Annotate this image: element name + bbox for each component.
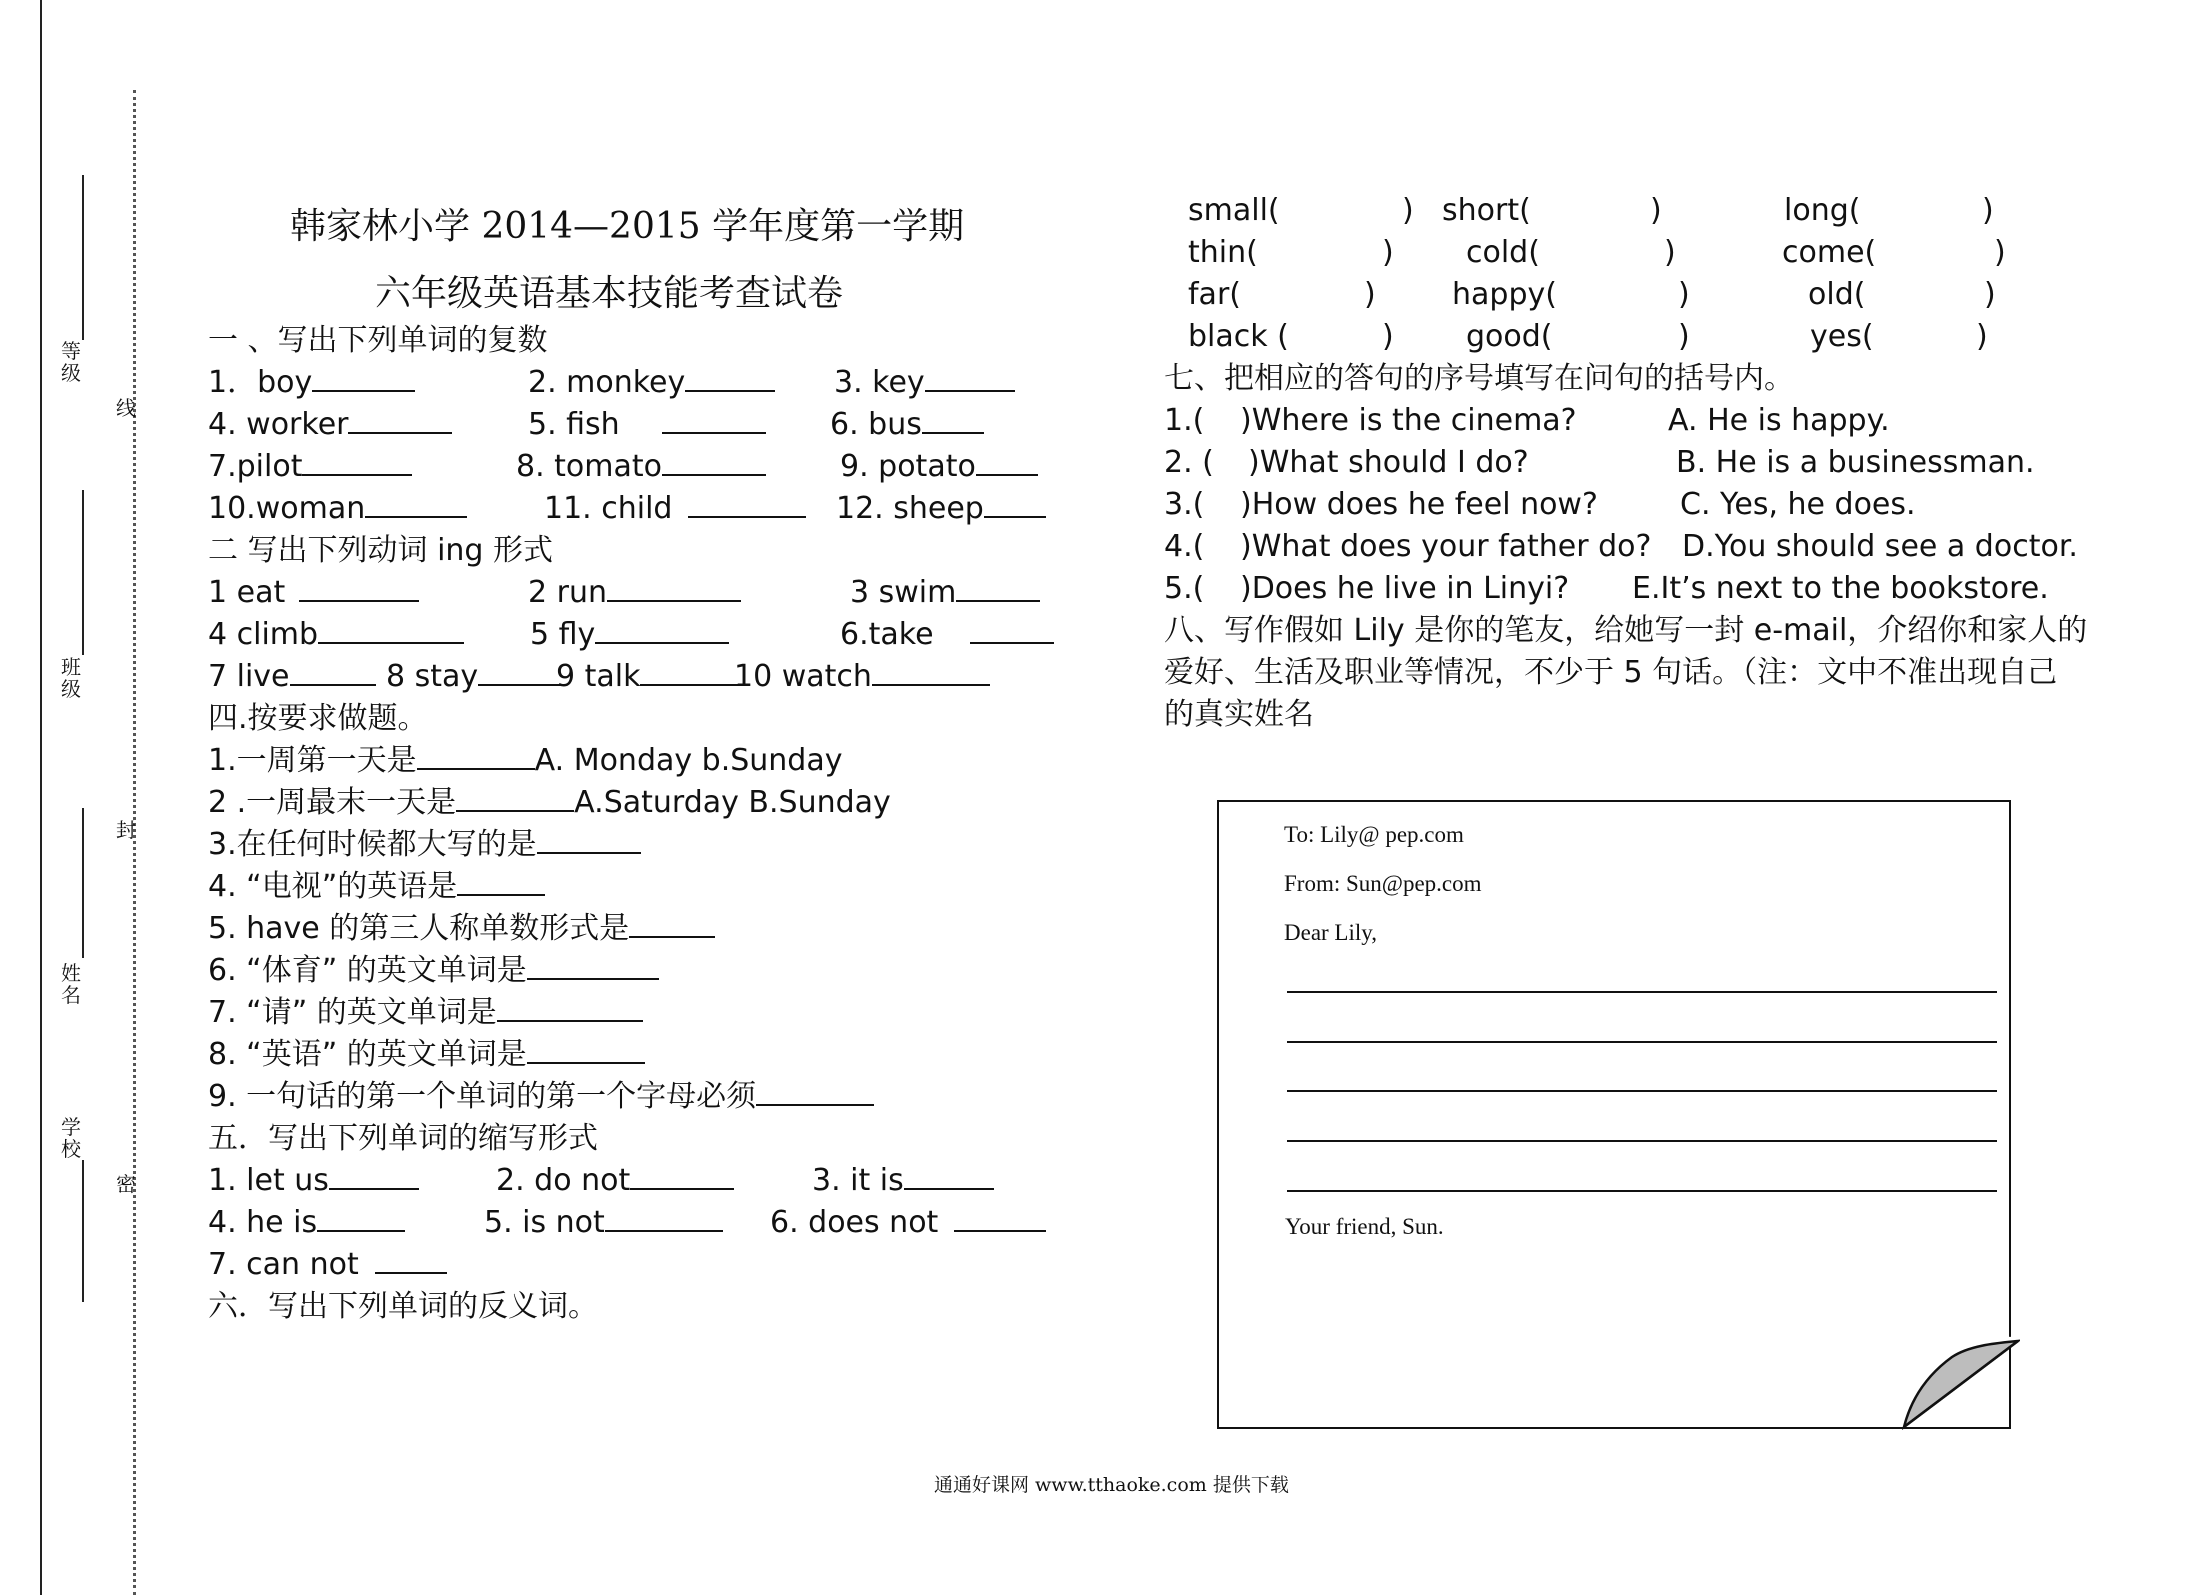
s2-item: 8 stay <box>386 656 564 698</box>
s4-item: 2 .一周最末一天是 A.Saturday B.Sunday <box>208 782 891 824</box>
s6-close: ) <box>1982 193 1994 228</box>
s7-question: )How does he feel now? <box>1240 487 1598 522</box>
s1-item: 1．boy <box>208 362 415 404</box>
s4-item: 9. 一句话的第一个单词的第一个字母必须 <box>208 1076 874 1118</box>
s6-word: short( <box>1442 193 1531 228</box>
writing-line <box>1287 1090 1997 1092</box>
section6-heading: 六．写出下列单词的反义词。 <box>208 1289 598 1324</box>
s6-close: ) <box>1678 319 1690 354</box>
email-signoff: Your friend, Sun. <box>1285 1214 1444 1239</box>
s6-word: yes( <box>1810 319 1874 354</box>
s4-item: 4. “电视”的英语是 <box>208 866 545 908</box>
s6-close: ) <box>1364 277 1376 312</box>
s6-word: good( <box>1466 319 1553 354</box>
email-greeting: Dear Lily, <box>1284 920 1378 945</box>
email-from: From: Sun@pep.com <box>1284 871 1482 896</box>
school-write-line <box>82 1160 84 1302</box>
class-write-line <box>82 490 84 655</box>
s4-item: 7. “请” 的英文单词是 <box>208 992 643 1034</box>
s2-item: 9 talk <box>556 656 744 698</box>
s1-item: 6. bus <box>830 404 984 446</box>
s5-item: 5. is not <box>484 1202 723 1244</box>
s7-question: )Does he live in Linyi? <box>1240 571 1570 606</box>
seal-char-secret: 密 <box>116 1172 136 1196</box>
s4-item: 1.一周第一天是 A. Monday b.Sunday <box>208 740 843 782</box>
s6-close: ) <box>1678 277 1690 312</box>
section4-heading: 四.按要求做题。 <box>208 701 428 736</box>
s2-item: 3 swim <box>850 572 1040 614</box>
writing-line <box>1287 1041 1997 1043</box>
writing-line <box>1287 1190 1997 1192</box>
s7-question: )Where is the cinema? <box>1240 403 1577 438</box>
s6-close: ) <box>1650 193 1662 228</box>
s7-answer: A. He is happy. <box>1668 403 1890 438</box>
s2-item: 4 climb <box>208 614 464 656</box>
s7-answer: E.It’s next to the bookstore. <box>1632 571 2049 606</box>
s6-close: ) <box>1976 319 1988 354</box>
s7-answer: D.You should see a doctor. <box>1682 529 2078 564</box>
s1-item: 10.woman <box>208 488 467 530</box>
s7-num: 3.( <box>1164 487 1205 522</box>
s2-item: 1 eat <box>208 572 419 614</box>
s6-word: old( <box>1808 277 1866 312</box>
label-class: 班级 <box>61 655 81 701</box>
s2-item: 2 run <box>528 572 741 614</box>
s5-item: 7. can not <box>208 1244 447 1286</box>
s6-close: ) <box>1994 235 2006 270</box>
s7-answer: B. He is a businessman. <box>1676 445 2035 480</box>
s2-item: 5 fly <box>530 614 729 656</box>
section5-heading: 五．写出下列单词的缩写形式 <box>208 1121 598 1156</box>
s1-item: 7.pilot <box>208 446 412 488</box>
s5-item: 1. let us <box>208 1160 419 1202</box>
s4-item: 8. “英语” 的英文单词是 <box>208 1034 645 1076</box>
footer-credit: 通通好课网 www.tthaoke.com 提供下载 <box>934 1474 1289 1496</box>
label-name: 姓名 <box>61 961 81 1007</box>
s1-item: 9. potato <box>840 446 1038 488</box>
s7-num: 5.( <box>1164 571 1205 606</box>
label-school: 学校 <box>61 1115 81 1161</box>
s7-num: 1.( <box>1164 403 1205 438</box>
s5-item: 2. do not <box>496 1160 734 1202</box>
section8-line: 的真实姓名 <box>1164 697 1314 732</box>
s1-item: 5. fish <box>528 404 766 446</box>
exam-title-line1: 韩家林小学 2014—2015 学年度第一学期 <box>290 206 965 247</box>
s4-item: 5. have 的第三人称单数形式是 <box>208 908 715 950</box>
grade-write-line <box>82 175 84 340</box>
name-write-line <box>82 808 84 958</box>
email-to: To: Lily@ pep.com <box>1284 822 1464 847</box>
s6-close: ) <box>1664 235 1676 270</box>
s2-item: 7 live <box>208 656 376 698</box>
exam-title-line2: 六年级英语基本技能考查试卷 <box>375 273 844 314</box>
seal-char-seal: 封 <box>116 818 136 842</box>
s1-item: 2. monkey <box>528 362 775 404</box>
binding-edge-line <box>40 0 42 1595</box>
label-grade: 等级 <box>61 339 81 385</box>
s6-word: happy( <box>1452 277 1557 312</box>
s6-word: cold( <box>1466 235 1540 270</box>
section8-line: 爱好、生活及职业等情况，不少于 5 句话。（注：文中不准出现自己 <box>1164 655 2058 690</box>
page-curl-icon <box>1890 1335 2020 1430</box>
s7-num: 4.( <box>1164 529 1205 564</box>
s7-question: )What should I do? <box>1248 445 1529 480</box>
s5-item: 6. does not <box>770 1202 1046 1244</box>
s4-item: 6. “体育” 的英文单词是 <box>208 950 659 992</box>
s6-close: ) <box>1984 277 1996 312</box>
seal-char-line: 线 <box>116 396 136 420</box>
s7-answer: C. Yes, he does. <box>1680 487 1916 522</box>
writing-line <box>1287 1140 1997 1142</box>
s6-close: ) <box>1382 235 1394 270</box>
s1-item: 4. worker <box>208 404 452 446</box>
s1-item: 11. child <box>544 488 806 530</box>
s6-close: ) <box>1402 193 1414 228</box>
writing-line <box>1287 991 1997 993</box>
section7-heading: 七、把相应的答句的序号填写在问句的括号内。 <box>1164 361 1794 396</box>
s6-word: black ( <box>1188 319 1289 354</box>
section1-heading: 一 、写出下列单词的复数 <box>208 323 548 358</box>
s7-question: )What does your father do? <box>1240 529 1652 564</box>
s6-close: ) <box>1382 319 1394 354</box>
s5-item: 3. it is <box>812 1160 994 1202</box>
s6-word: thin( <box>1188 235 1258 270</box>
section2-heading: 二 写出下列动词 ing 形式 <box>208 533 553 568</box>
s7-num: 2. ( <box>1164 445 1214 480</box>
s1-item: 12. sheep <box>836 488 1046 530</box>
s6-word: far( <box>1188 277 1241 312</box>
s2-item: 6.take <box>840 614 1054 656</box>
s6-word: long( <box>1784 193 1861 228</box>
s2-item: 10 watch <box>734 656 990 698</box>
s1-item: 8. tomato <box>516 446 766 488</box>
s5-item: 4. he is <box>208 1202 405 1244</box>
s6-word: small( <box>1188 193 1280 228</box>
s1-item: 3. key <box>834 362 1015 404</box>
s4-item: 3.在任何时候都大写的是 <box>208 824 641 866</box>
s6-word: come( <box>1782 235 1877 270</box>
section8-line: 八、写作假如 Lily 是你的笔友，给她写一封 e-mail，介绍你和家人的 <box>1164 613 2088 648</box>
